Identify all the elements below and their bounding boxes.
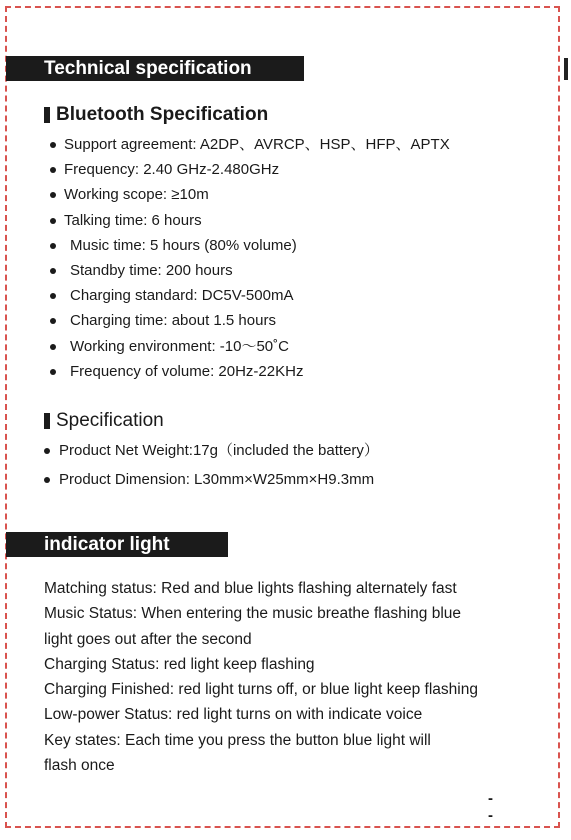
spec-item-text: Standby time: 200 hours: [70, 261, 233, 279]
spec-item-text: Working environment: -10～50˚C: [70, 337, 289, 355]
spec-item: [50, 157, 450, 182]
spec-item: [44, 436, 379, 465]
spec-item-text: Charging time: about 1.5 hours: [70, 312, 276, 330]
indicator-light-header: indicator light: [6, 532, 228, 557]
bullet-icon: [44, 477, 50, 483]
spec-item-text: Product Dimension: L30mm×W25mm×H9.3mm: [59, 471, 375, 488]
spec-item: [50, 182, 450, 207]
indicator-line: Low-power Status: red light turns on with indicate voice: [44, 706, 423, 724]
indicator-line: Matching status: Red and blue lights flashing alternately fast: [44, 580, 457, 597]
spec-item: [50, 283, 450, 308]
spec-item: [50, 359, 450, 384]
indicator-line: flash once: [44, 757, 115, 775]
bluetooth-spec-list: [50, 132, 450, 384]
bluetooth-spec-heading-label: Bluetooth Specification: [56, 104, 269, 125]
bullet-icon: [50, 218, 56, 224]
indicator-line: Charging Finished: red light turns off, or blue light keep flashing: [44, 681, 478, 699]
bullet-icon: [50, 167, 56, 173]
spec-item: [44, 465, 379, 494]
heading-marker: [44, 107, 50, 123]
spec-item: [50, 233, 450, 258]
bullet-icon: [50, 318, 56, 324]
bullet-icon: [50, 268, 56, 274]
spec-item-text: Support agreement: A2DP、AVRCP、HSP、HFP、APTX: [64, 136, 450, 153]
bullet-icon: [50, 192, 56, 198]
bullet-icon: [44, 448, 50, 454]
bluetooth-spec-heading: [44, 104, 268, 126]
specification-heading: [44, 410, 164, 432]
spec-item-text: Frequency: 2.40 GHz-2.480GHz: [64, 161, 280, 179]
indicator-line: Key states: Each time you press the button blue light will: [44, 731, 431, 749]
spec-item-text: Talking time: 6 hours: [64, 211, 202, 229]
spec-item-text: Music time: 5 hours (80% volume): [70, 236, 297, 254]
spec-item-text: Charging standard: DC5V-500mA: [70, 287, 294, 305]
indicator-light-description: [44, 576, 544, 778]
spec-item-text: Frequency of volume: 20Hz-22KHz: [70, 362, 304, 380]
technical-specification-header: Technical specification: [6, 56, 304, 81]
spec-item: [50, 334, 450, 359]
spec-item: [50, 132, 450, 157]
bullet-icon: [50, 243, 56, 249]
edge-mark: [564, 58, 568, 80]
bullet-icon: [50, 369, 56, 375]
bullet-icon: [50, 293, 56, 299]
spec-item: [50, 208, 450, 233]
indicator-line: Music Status: When entering the music breathe flashing blue: [44, 605, 462, 623]
indicator-line: light goes out after the second: [44, 630, 252, 648]
specification-heading-label: Specification: [56, 410, 164, 431]
indicator-line: Charging Status: red light keep flashing: [44, 655, 315, 673]
spec-item: [50, 258, 450, 283]
footer-dash-marks: - -: [488, 790, 519, 824]
heading-marker: [44, 413, 50, 429]
spec-item: [50, 308, 450, 333]
specification-list: [44, 436, 379, 494]
bullet-icon: [50, 142, 56, 148]
spec-item-text: Product Net Weight:17g（included the battery）: [59, 442, 379, 459]
bullet-icon: [50, 344, 56, 350]
spec-item-text: Working scope: ≥10m: [64, 186, 209, 204]
